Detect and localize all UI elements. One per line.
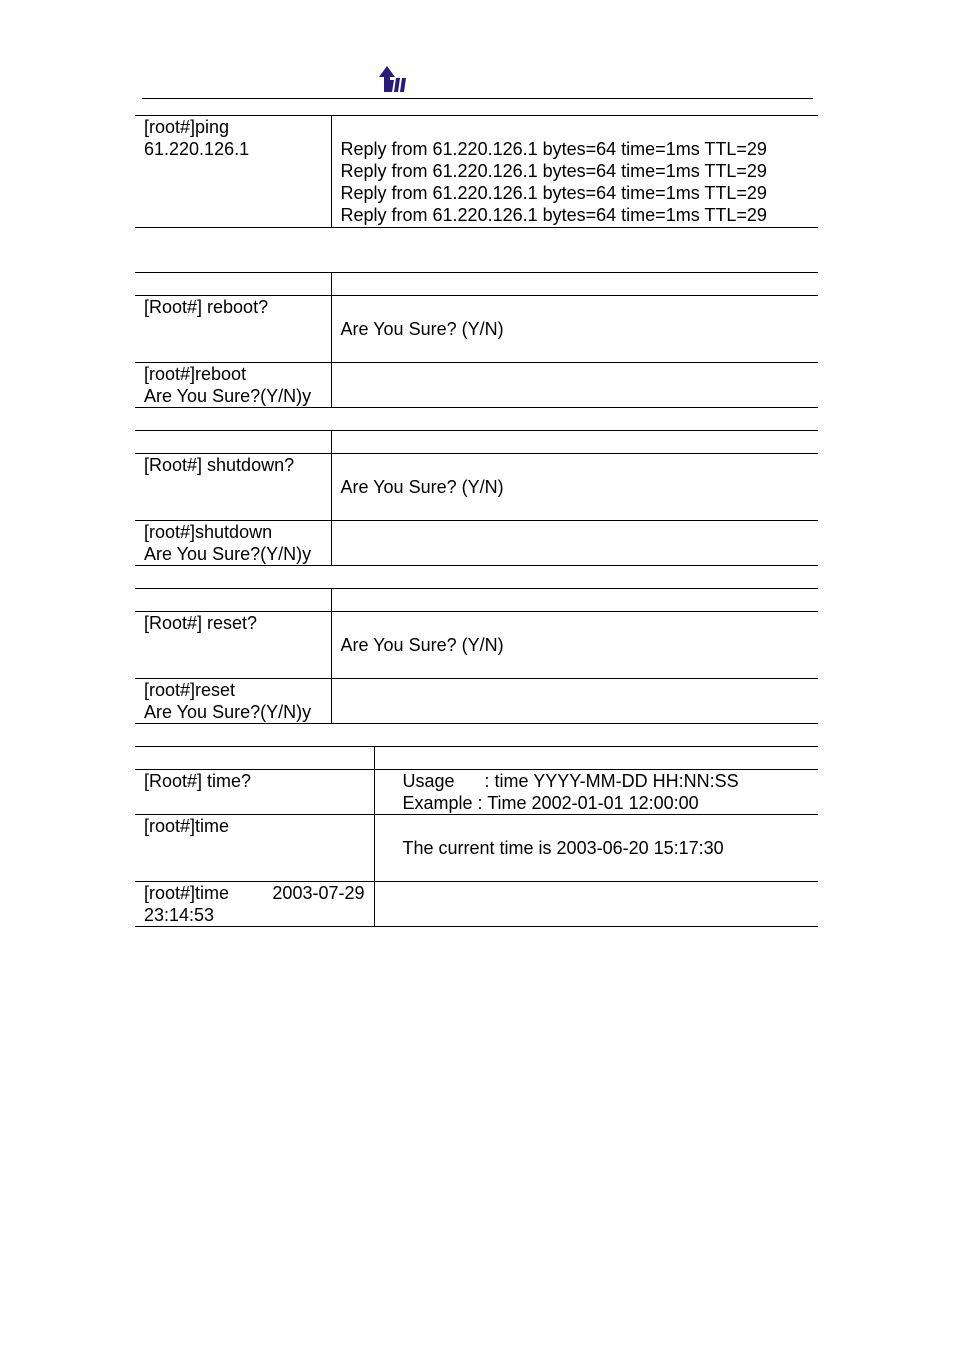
command-line: [Root#] reboot? xyxy=(144,297,269,317)
command-line: [root#]shutdown xyxy=(144,522,273,542)
table-row xyxy=(135,679,818,724)
command-line: 61.220.126.1 xyxy=(144,139,250,159)
reset-table xyxy=(135,588,818,724)
command-line: [Root#] shutdown? xyxy=(144,455,295,475)
command-line: [Root#] reset? xyxy=(144,613,258,633)
header-rule xyxy=(142,98,813,99)
command-cell xyxy=(135,612,331,679)
table-row xyxy=(135,363,818,408)
response-cell xyxy=(331,612,818,679)
table-row xyxy=(135,612,818,679)
command-part: 2003-07-29 xyxy=(272,883,365,903)
table-header-row xyxy=(135,589,818,612)
table-row xyxy=(135,882,818,927)
command-line: [root#]reboot xyxy=(144,364,247,384)
command-cell xyxy=(135,363,331,408)
shutdown-table xyxy=(135,430,818,566)
command-line: [root#]time xyxy=(144,816,230,836)
response-line: Example : Time 2002-01-01 12:00:00 xyxy=(402,793,699,813)
command-cell xyxy=(135,882,374,927)
table-row xyxy=(135,454,818,521)
command-cell xyxy=(135,521,331,566)
table-header-row xyxy=(135,273,818,296)
ping-table xyxy=(135,115,818,228)
table-row xyxy=(135,296,818,363)
time-table xyxy=(135,746,818,927)
command-line: 23:14:53 xyxy=(144,905,215,925)
table-row xyxy=(135,770,818,815)
table-row xyxy=(135,116,818,228)
command-line: Are You Sure?(Y/N)y xyxy=(144,702,312,722)
command-cell xyxy=(135,454,331,521)
reboot-table xyxy=(135,272,818,408)
command-line: [root#]reset xyxy=(144,680,236,700)
command-line: Are You Sure?(Y/N)y xyxy=(144,386,312,406)
response-line: Are You Sure? (Y/N) xyxy=(340,635,504,655)
command-line: [Root#] time? xyxy=(144,771,252,791)
response-cell xyxy=(331,521,818,566)
response-cell xyxy=(374,882,818,927)
table-row xyxy=(135,521,818,566)
command-cell xyxy=(135,679,331,724)
command-line xyxy=(144,882,374,904)
command-line: Are You Sure?(Y/N)y xyxy=(144,544,312,564)
response-line: Reply from 61.220.126.1 bytes=64 time=1ms TTL=29 xyxy=(340,161,767,181)
command-part: [root#]time xyxy=(144,883,230,903)
response-line: Are You Sure? (Y/N) xyxy=(340,477,504,497)
command-cell xyxy=(135,770,374,815)
response-line: Usage : time YYYY-MM-DD HH:NN:SS xyxy=(402,771,739,791)
company-logo-icon xyxy=(377,66,407,94)
command-cell xyxy=(135,815,374,882)
response-cell xyxy=(331,363,818,408)
response-line: Reply from 61.220.126.1 bytes=64 time=1ms TTL=29 xyxy=(340,205,767,225)
response-cell xyxy=(331,454,818,521)
response-cell xyxy=(331,679,818,724)
response-line: The current time is 2003-06-20 15:17:30 xyxy=(402,838,724,858)
response-cell xyxy=(374,770,818,815)
command-cell xyxy=(135,116,331,228)
response-cell xyxy=(331,296,818,363)
response-cell xyxy=(374,815,818,882)
table-header-row xyxy=(135,431,818,454)
table-row xyxy=(135,815,818,882)
response-line: Reply from 61.220.126.1 bytes=64 time=1ms TTL=29 xyxy=(340,183,767,203)
table-header-row xyxy=(135,747,818,770)
response-cell xyxy=(331,116,818,228)
response-line: Reply from 61.220.126.1 bytes=64 time=1ms TTL=29 xyxy=(340,139,767,159)
command-line: [root#]ping xyxy=(144,117,230,137)
response-line: Are You Sure? (Y/N) xyxy=(340,319,504,339)
command-cell xyxy=(135,296,331,363)
